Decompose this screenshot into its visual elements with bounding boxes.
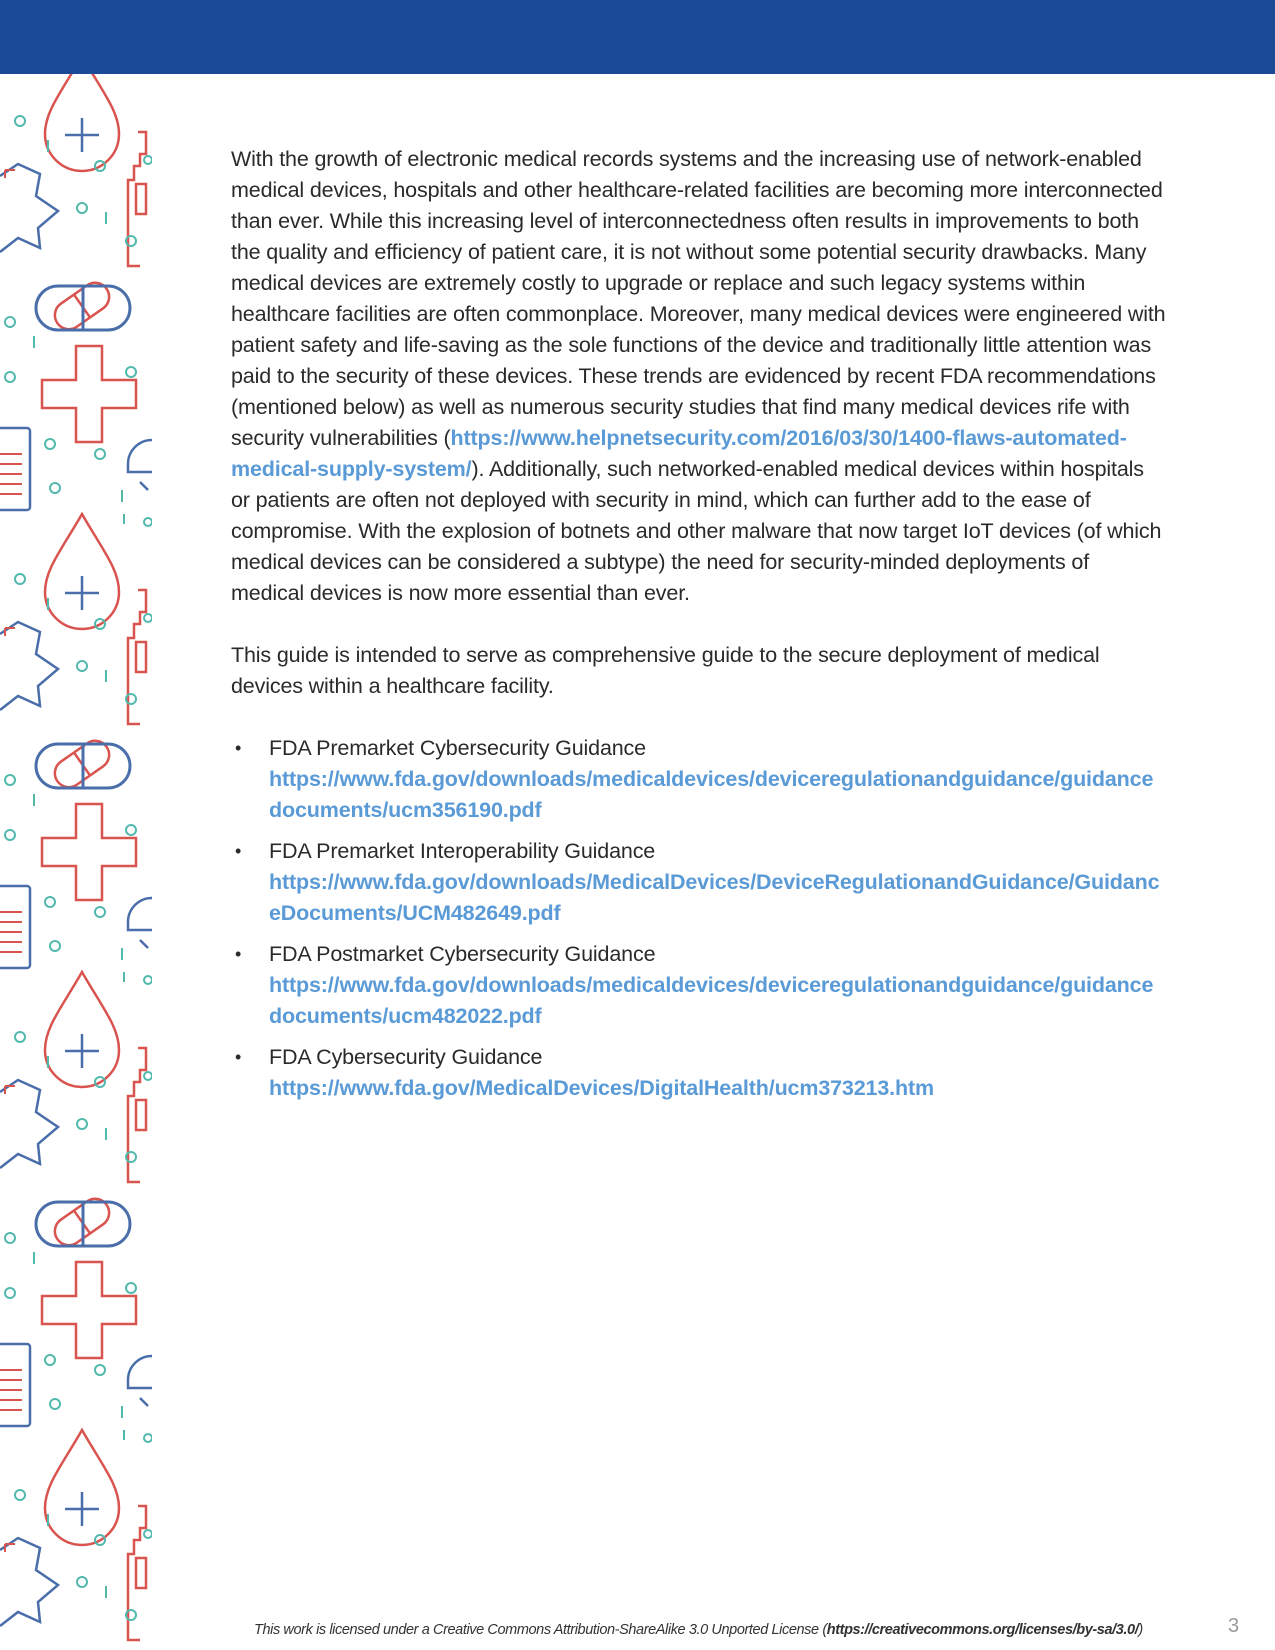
reference-link[interactable]: https://www.fda.gov/downloads/medicaldevices/deviceregulationandguidance/guidancedocuments/ucm356190.pdf	[269, 767, 1154, 822]
list-item	[231, 939, 1166, 1032]
reference-link[interactable]: https://www.fda.gov/MedicalDevices/DigitalHealth/ucm373213.htm	[269, 1076, 934, 1100]
main-content	[231, 144, 1166, 1114]
list-item	[231, 1042, 1166, 1104]
list-item	[231, 836, 1166, 929]
reference-link[interactable]: https://www.fda.gov/downloads/MedicalDevices/DeviceRegulationandGuidance/GuidanceDocuments/UCM482649.pdf	[269, 870, 1160, 925]
license-footer: This work is licensed under a Creative Commons Attribution-ShareAlike 3.0 Unported License (https://creativecommons.org/licenses/by-sa/3.0/)	[254, 1622, 1143, 1638]
reference-title: FDA Premarket Cybersecurity Guidance	[269, 736, 646, 760]
header-bar	[0, 0, 1275, 74]
guide-purpose-paragraph: This guide is intended to serve as comprehensive guide to the secure deployment of medical devices within a healthcare facility.	[231, 643, 1100, 698]
reference-title: FDA Premarket Interoperability Guidance	[269, 839, 656, 863]
bullet: •	[235, 841, 242, 861]
reference-title: FDA Cybersecurity Guidance	[269, 1045, 543, 1069]
list-item	[231, 733, 1166, 826]
bullet: •	[235, 738, 242, 758]
bullet: •	[235, 1047, 242, 1067]
helpnetsecurity-link[interactable]: https://www.helpnetsecurity.com/2016/03/30/1400-flaws-automated-medical-supply-system/	[231, 426, 1127, 481]
page-number: 3	[1228, 1615, 1240, 1637]
fda-reference-list	[231, 733, 1166, 1104]
license-link[interactable]: https://creativecommons.org/licenses/by-sa/3.0/	[826, 1622, 1139, 1638]
medical-icon-pattern	[0, 74, 152, 1650]
intro-paragraph: With the growth of electronic medical records systems and the increasing use of network-enabled medical devices, hospitals and other healthcare-related facilities are becoming more interconnected than ever. While this increasing level of interconnectedness often results in improvements to both the quality and efficiency of patient care, it is not without some potential security drawbacks. Many medical devices are extremely costly to upgrade or replace and such legacy systems within healthcare facilities are often commonplace. Moreover, many medical devices were engineered with patient safety and life-saving as the sole functions of the device and traditionally little attention was paid to the security of these devices. These trends are evidenced by recent FDA recommendations (mentioned below) as well as numerous security studies that find many medical devices rife with security vulnerabilities (https://www.helpnetsecurity.com/2016/03/30/1400-flaws-automated-medical-supply-system/). Additionally, such networked-enabled medical devices within hospitals or patients are often not deployed with security in mind, which can further add to the ease of compromise. With the explosion of botnets and other malware that now target IoT devices (of which medical devices can be considered a subtype) the need for security-minded deployments of medical devices is now more essential than ever.	[231, 147, 1166, 605]
reference-link[interactable]: https://www.fda.gov/downloads/medicaldevices/deviceregulationandguidance/guidancedocuments/ucm482022.pdf	[269, 973, 1154, 1028]
reference-title: FDA Postmarket Cybersecurity Guidance	[269, 942, 656, 966]
bullet: •	[235, 944, 242, 964]
